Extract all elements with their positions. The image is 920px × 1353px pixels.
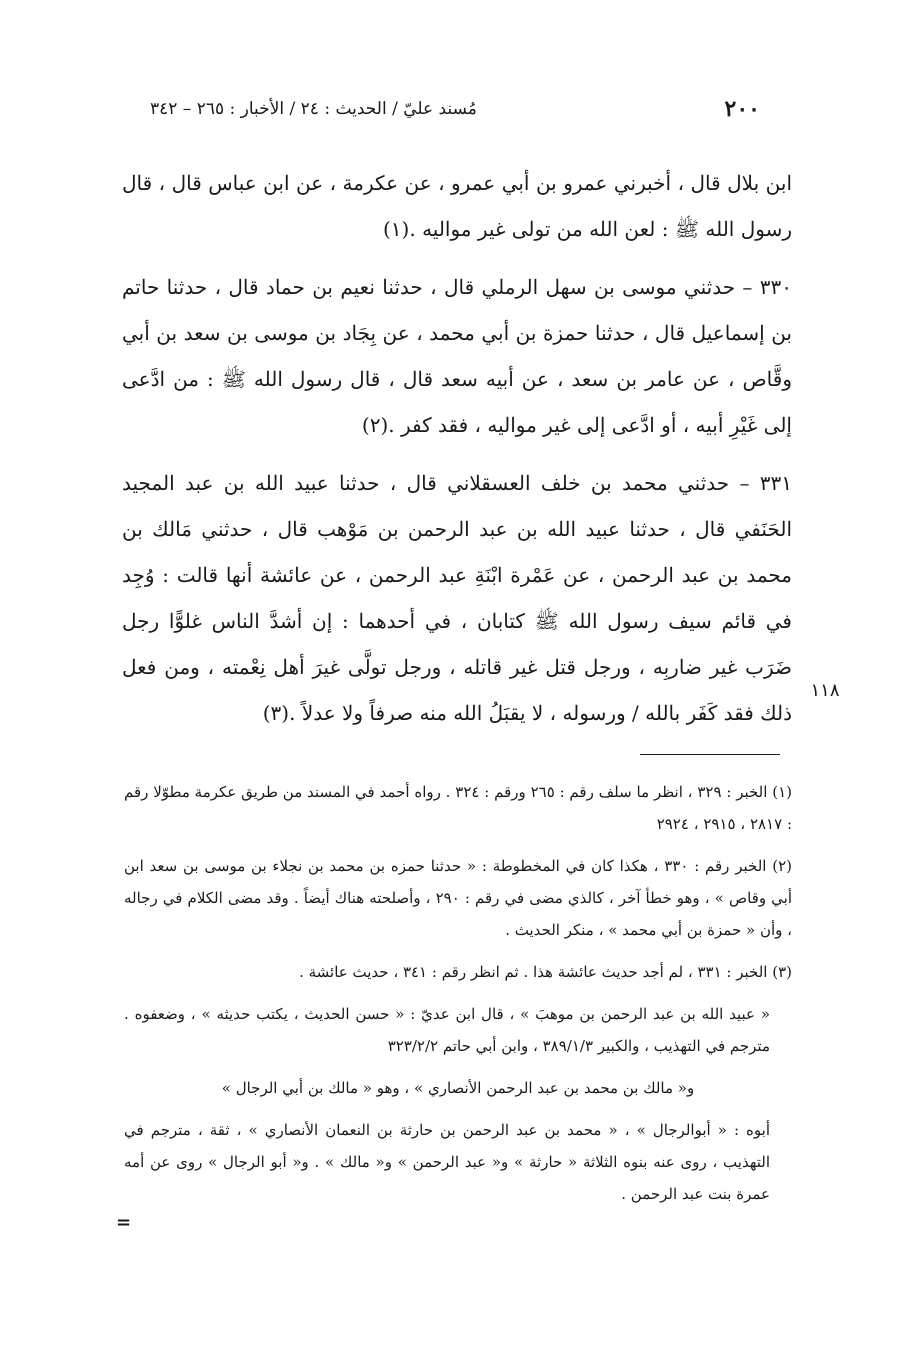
- footnote-1: (١) الخبر : ٣٢٩ ، انظر ما سلف رقم : ٢٦٥ ورقم : ٣٢٤ . رواه أحمد في المسند من طريق عكرمة مطوّلا رقم : ٢٨١٧ ، ٢٩١٥ ، ٢٩٢٤: [124, 783, 793, 833]
- footnotes: [124, 776, 792, 1220]
- footnote-divider: [640, 754, 780, 755]
- running-header: [150, 94, 760, 124]
- footnote-3-note-abu-al-rijal: أبوه : « أبوالرجال » ، « محمد بن عبد الرحمن بن حارثة بن النعمان الأنصاري » ، ثقة ، مترجم في التهذيب ، روى عنه بنوه الثلاثة « حارثة » و« عبد الرحمن » و« مالك » . و« أبو الرجال » روى عن أمه عمرة بنت عبد الرحمن .: [124, 1121, 770, 1203]
- hadith-paragraph-330: ٣٣٠ – حدثني موسى بن سهل الرملي قال ، حدثنا نعيم بن حماد قال ، حدثنا حاتم بن إسماعيل قال ، حدثنا حمزة بن أبي محمد ، عن بِجَاد بن موسى بن سعد بن أبي وقَّاص ، عن عامر بن سعد ، عن أبيه سعد قال ، قال رسول الله ﷺ : من ادَّعى إلى غَيْرِ أبيه ، أو ادَّعى إلى غير مواليه ، فقد كفر .(٢): [122, 275, 792, 437]
- footnote-3-note-obaidullah: « عبيد الله بن عبد الرحمن بن موهبَ » ، قال ابن عديّ : « حسن الحديث ، يكتب حديثه » ، وضعفوه . مترجم في التهذيب ، والكبير ٣٨٩/١/٣ ، وابن أبي حاتم ٣٢٣/٢/٢: [124, 1005, 770, 1055]
- page-number: ٢٠٠: [724, 96, 760, 122]
- continuation-mark: =: [116, 1212, 132, 1233]
- main-text: [122, 160, 792, 736]
- footnote-3-note-malik: و« مالك بن محمد بن عبد الرحمن الأنصاري » ، وهو « مالك بن أبي الرجال »: [221, 1079, 695, 1097]
- hadith-paragraph-331: ٣٣١ – حدثني محمد بن خلف العسقلاني قال ، حدثنا عبيد الله بن عبد المجيد الحَنَفي قال ، حدثنا عبيد الله بن عبد الرحمن بن مَوْهب قال ، حدثني مَالك بن محمد بن عبد الرحمن ، عن عَمْرة ابْنَةِ عبد الرحمن ، عن عائشة أنها قالت : وُجِد في قائم سيف رسول الله ﷺ كتابان ، في أحدهما : إن أشدَّ الناس غلوًّا رجل ضَرَب غير ضاربِه ، ورجل قتل غير قاتله ، ورجل تولَّى غيرَ أهل نِعْمته ، ومن فعل ذلك فقد كَفَر بالله / ورسوله ، لا يقبَلُ الله منه صرفاً ولا عدلاً .(٣): [122, 471, 792, 725]
- footnote-3: (٣) الخبر : ٣٣١ ، لم أجد حديث عائشة هذا . ثم انظر رقم : ٣٤١ ، حديث عائشة .: [299, 963, 792, 981]
- manuscript-margin-number: ١١٨: [810, 680, 840, 701]
- footnote-2: (٢) الخبر رقم : ٣٣٠ ، هكذا كان في المخطوطة : « حدثنا حمزه بن محمد بن نجلاء بن موسى بن سعد ابن أبي وقاص » ، وهو خطأ آخر ، كالذي مضى في رقم : ٢٩٠ ، وأصلحته هناك أيضاً . وقد مضى الكلام في رجاله ، وأن « حمزة بن أبي محمد » ، منكر الحديث .: [124, 857, 792, 939]
- running-header-title: مُسند عليّ / الحديث : ٢٤ / الأخبار : ٢٦٥ – ٣٤٢: [150, 99, 477, 119]
- hadith-paragraph: ابن بلال قال ، أخبرني عمرو بن أبي عمرو ، عن عكرمة ، عن ابن عباس قال ، قال رسول الله ﷺ : لعن الله من تولى غير مواليه .(١): [122, 171, 793, 241]
